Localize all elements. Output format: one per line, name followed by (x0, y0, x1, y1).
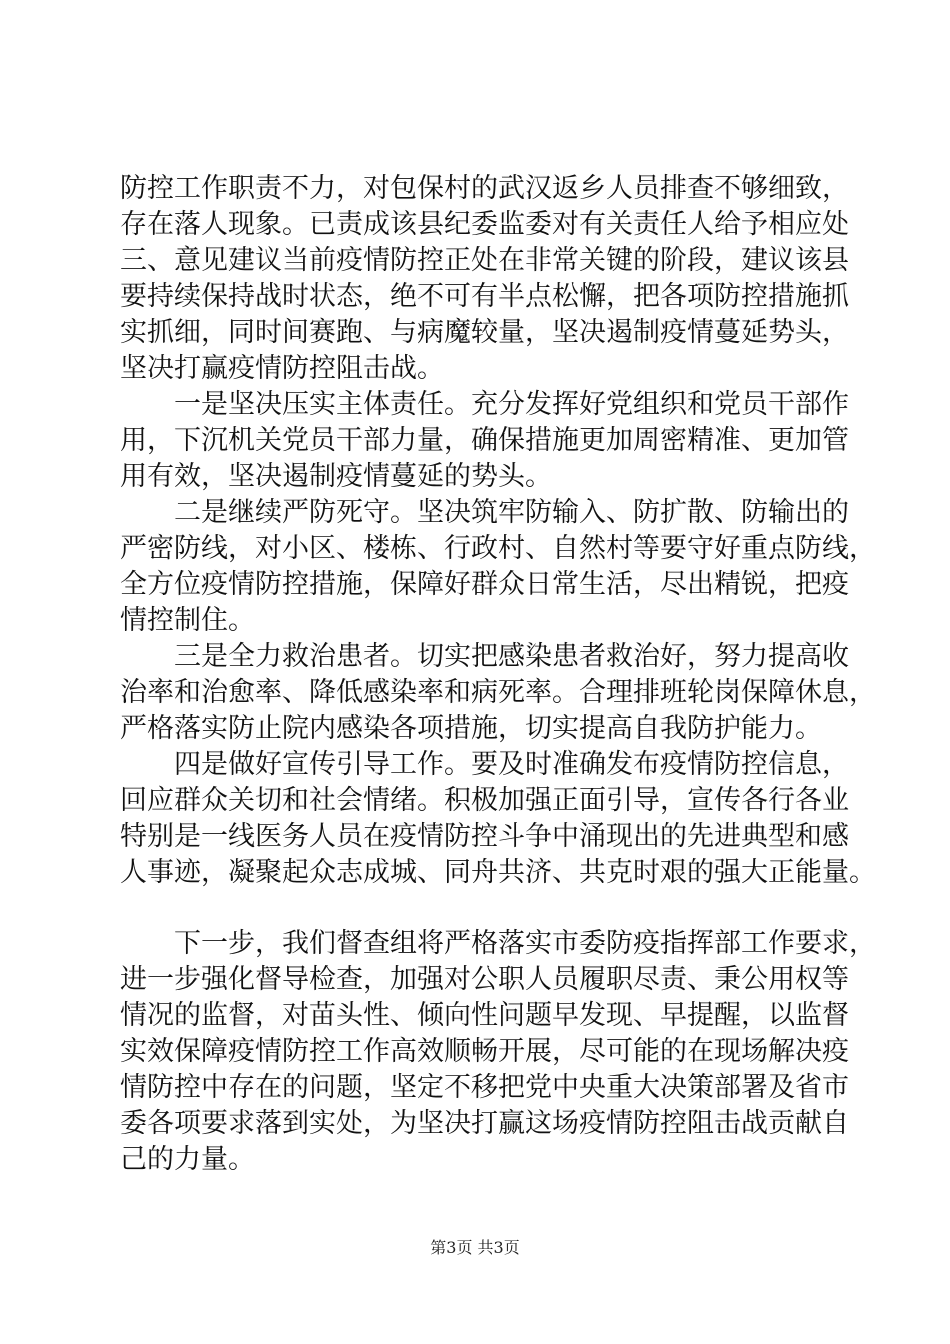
text-line: 实抓细，同时间赛跑、与病魔较量，坚决遏制疫情蔓延势头， (120, 317, 849, 348)
text-line: 特别是一线医务人员在疫情防控斗争中涌现出的先进典型和感 (120, 821, 849, 852)
text-line: 防控工作职责不力，对包保村的武汉返乡人员排查不够细致， (120, 173, 849, 204)
text-line: 严密防线，对小区、楼栋、行政村、自然村等要守好重点防线， (120, 533, 876, 564)
text-line: 用有效，坚决遏制疫情蔓延的势头。 (120, 461, 552, 492)
text-line: 要持续保持战时状态，绝不可有半点松懈，把各项防控措施抓 (120, 281, 849, 312)
text-line: 情况的监督，对苗头性、倾向性问题早发现、早提醒，以监督 (120, 1000, 849, 1031)
paragraph-first-line: 一是坚决压实主体责任。充分发挥好党组织和党员干部作 (174, 389, 849, 420)
text-line: 三、意见建议当前疫情防控正处在非常关键的阶段，建议该县 (120, 245, 849, 276)
text-line: 进一步强化督导检查，加强对公职人员履职尽责、秉公用权等 (120, 964, 849, 995)
text-line: 全方位疫情防控措施，保障好群众日常生活，尽出精锐，把疫 (120, 569, 849, 600)
text-line: 严格落实防止院内感染各项措施，切实提高自我防护能力。 (120, 713, 822, 744)
paragraph-first-line: 四是做好宣传引导工作。要及时准确发布疫情防控信息， (174, 749, 849, 780)
text-line: 坚决打赢疫情防控阻击战。 (120, 353, 444, 384)
paragraph-first-line: 下一步，我们督查组将严格落实市委防疫指挥部工作要求， (174, 928, 876, 959)
text-line: 治率和治愈率、降低感染率和病死率。合理排班轮岗保障休息， (120, 677, 876, 708)
text-line: 回应群众关切和社会情绪。积极加强正面引导，宣传各行各业 (120, 785, 849, 816)
text-line: 情防控中存在的问题，坚定不移把党中央重大决策部署及省市 (120, 1072, 849, 1103)
text-line: 情控制住。 (120, 605, 255, 636)
paragraph-first-line: 三是全力救治患者。切实把感染患者救治好，努力提高收 (174, 641, 849, 672)
text-line: 委各项要求落到实处，为坚决打赢这场疫情防控阻击战贡献自 (120, 1108, 849, 1139)
text-line: 存在落人现象。已责成该县纪委监委对有关责任人给予相应处 (120, 209, 849, 240)
text-line: 实效保障疫情防控工作高效顺畅开展，尽可能的在现场解决疫 (120, 1036, 849, 1067)
paragraph-first-line: 二是继续严防死守。坚决筑牢防输入、防扩散、防输出的 (174, 497, 849, 528)
text-line: 用，下沉机关党员干部力量，确保措施更加周密精准、更加管 (120, 425, 849, 456)
text-line: 人事迹，凝聚起众志成城、同舟共济、共克时艰的强大正能量。 (120, 857, 876, 888)
page-number-footer: 第3页 共3页 (430, 1238, 520, 1257)
text-line: 己的力量。 (120, 1144, 255, 1175)
